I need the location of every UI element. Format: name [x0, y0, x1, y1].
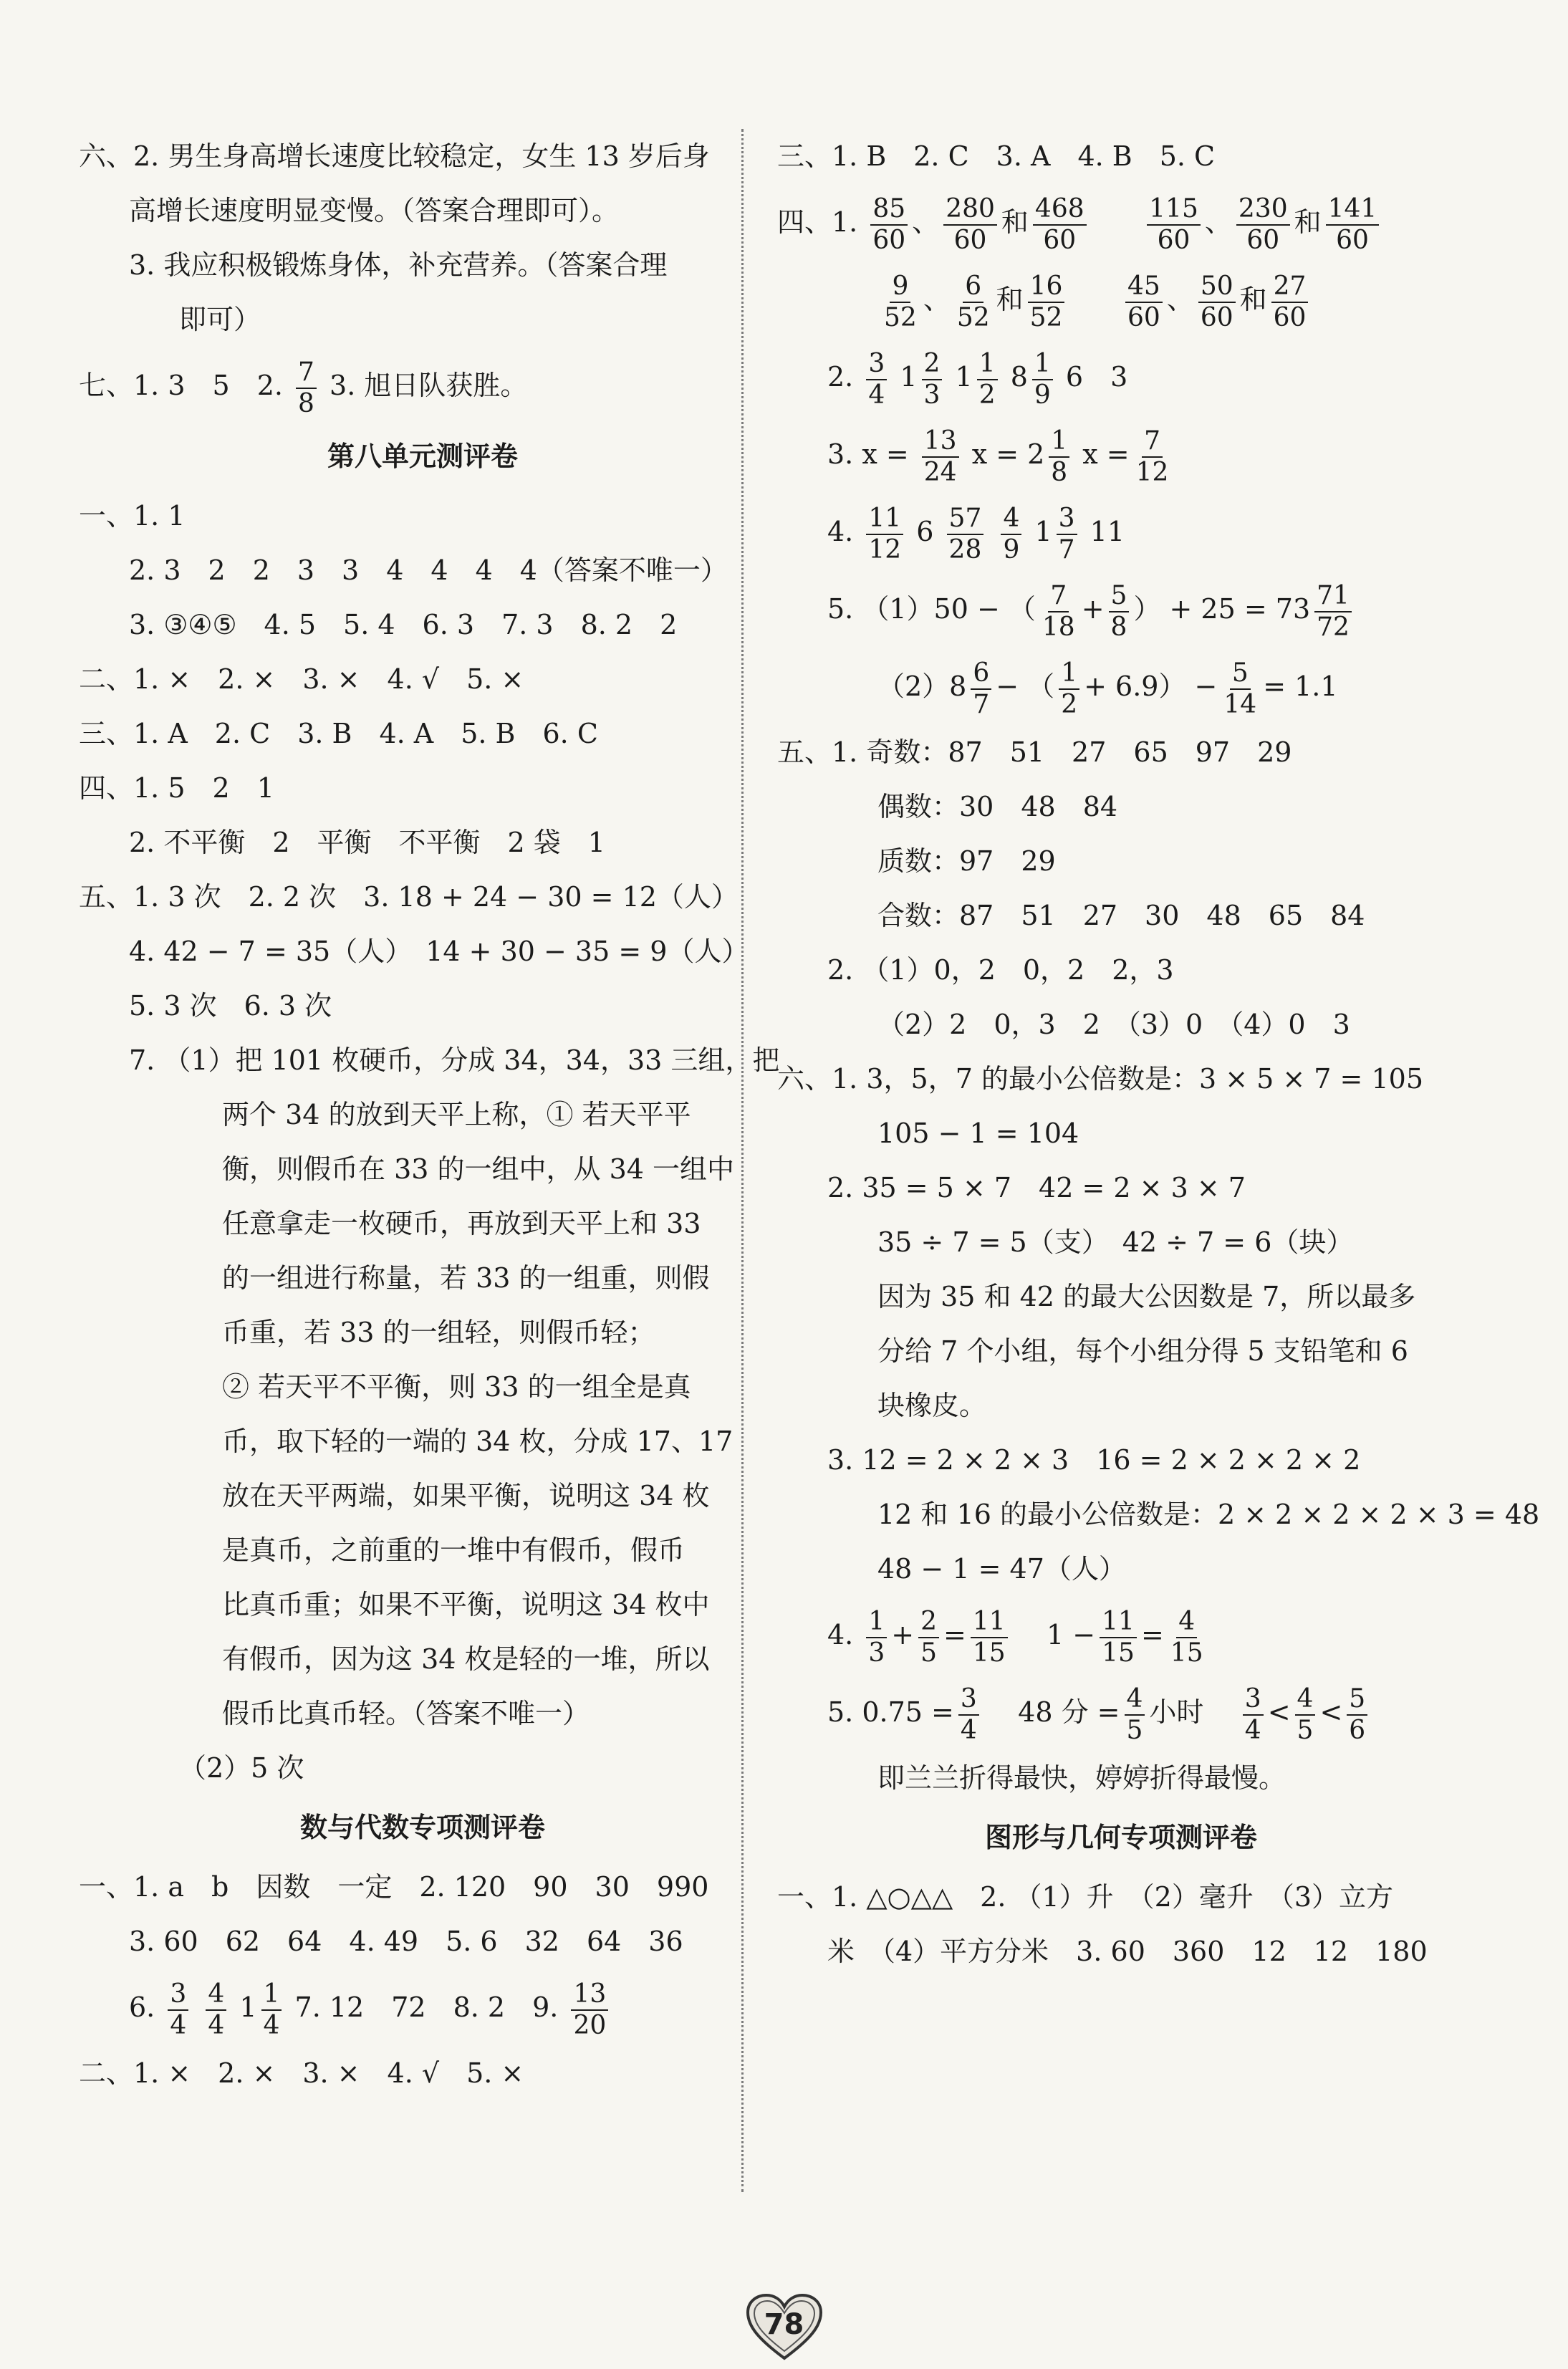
fraction: $\frac{3}{4}$: [1243, 1684, 1264, 1746]
answer-line: 块橡皮。: [877, 1390, 987, 1421]
answer-line: 分给 7 个小组，每个小组分得 5 支铅笔和 6: [877, 1335, 1408, 1367]
fraction: $\frac{5}{6}$: [1347, 1684, 1367, 1746]
fraction: $\frac{85}{60}$: [870, 194, 908, 256]
answer-text: 7. 12 72 8. 2 9.: [294, 1991, 559, 2023]
answer-line: 币，取下轻的一端的 34 枚，分成 17、17: [222, 1426, 734, 1457]
fraction: $\frac{5}{8}$: [1109, 581, 1130, 643]
answer-line: 任意拿走一枚硬币，再放到天平上和 33: [222, 1208, 701, 1239]
answer-line: 2. 不平衡 2 平衡 不平衡 2 袋 1: [129, 827, 605, 858]
answer-text: 3. 旭日队获胜。: [330, 370, 528, 401]
answer-text: 七、1. 3 5 2.: [79, 370, 283, 401]
answer-line: 的一组进行称量，若 33 的一组重，则假: [222, 1262, 710, 1294]
answer-line: 105 − 1 = 104: [877, 1118, 1079, 1149]
answer-line: 12 和 16 的最小公倍数是：2 × 2 × 2 × 2 × 3 = 48: [877, 1499, 1540, 1530]
answer-line: 五、1. 奇数：87 51 27 65 97 29: [777, 736, 1292, 768]
answer-line: 4. $\frac{11}{12}$ 6 $\frac{57}{28}$ $\frac{4}{9}$ 1 $\frac{3}{7}$ 11: [827, 503, 1125, 564]
answer-line: （2）8 $\frac{6}{7}$ − （ $\frac{1}{2}$ + 6.9） − $\frac{5}{14}$ = 1.1: [877, 658, 1338, 719]
answer-line: 放在天平两端，如果平衡，说明这 34 枚: [222, 1480, 710, 1512]
answer-line: [79, 347, 766, 424]
answer-text: 四、1.: [777, 206, 858, 238]
answer-line: 35 ÷ 7 = 5（支） 42 ÷ 7 = 6（块）: [877, 1226, 1354, 1258]
answer-line: 假币比真币轻。（答案不唯一）: [222, 1698, 590, 1729]
fraction: $\frac{4}{15}$: [1170, 1606, 1203, 1668]
fraction: $\frac{1}{2}$: [1059, 658, 1079, 720]
answer-line: 五、1. 3 次 2. 2 次 3. 18 + 24 − 30 = 12（人）: [79, 881, 739, 913]
answer-line: 有假币，因为这 34 枚是轻的一堆，所以: [222, 1643, 710, 1675]
right-column: [777, 129, 1540, 1979]
section-title: 数与代数专项测评卷: [299, 1812, 545, 1843]
answer-line: 5. 0.75 = $\frac{3}{4}$ 48 分 = $\frac{4}{5}$ 小时 $\frac{3}{4}$ < $\frac{4}{5}$ < $\frac{5}{6}$: [777, 1673, 1465, 1751]
fraction: $\frac{57}{28}$: [947, 504, 984, 565]
answer-line: 米 （4）平方分米 3. 60 360 12 12 180: [827, 1936, 1428, 1967]
answer-line: 质数：97 29: [877, 845, 1056, 877]
fraction: $\frac{2}{3}$: [922, 349, 943, 410]
answer-line: 即可）: [179, 304, 261, 335]
answer-line: 一、1. a b 因数 一定 2. 120 90 30 990: [79, 1871, 709, 1903]
answer-line: 3. 60 62 64 4. 49 5. 6 32 64 36: [129, 1926, 683, 1957]
answer-text: 4.: [827, 1619, 854, 1650]
answer-line: 4. 42 − 7 = 35（人） 14 + 30 − 35 = 9（人）: [129, 936, 749, 967]
fraction: $\frac{45}{60}$: [1125, 272, 1163, 333]
answer-line: 3. ③④⑤ 4. 5 5. 4 6. 3 7. 3 8. 2 2: [129, 609, 678, 640]
answer-line: 一、1. △○△△ 2. （1）升 （2）毫升 （3）立方: [777, 1881, 1394, 1913]
fraction: $\frac{4}{4}$: [206, 1979, 226, 2041]
answer-line: 四、1. $\frac{85}{60}$ 、 $\frac{280}{60}$ 和 $\frac{468}{60}$ $\frac{115}{60}$ 、 $\frac{230}{60}$ 和 $\frac{141}{60}$: [777, 183, 1465, 261]
fraction: $\frac{6}{7}$: [971, 658, 991, 720]
answer-line: 一、1. 1: [79, 500, 186, 532]
answer-text: 1: [239, 1991, 257, 2023]
answer-line: 二、1. × 2. × 3. × 4. √ 5. ×: [79, 2057, 524, 2089]
fraction: $\frac{4}{5}$: [1295, 1684, 1316, 1746]
answer-line: （2）2 0，3 2 （3）0 （4）0 3: [877, 1009, 1350, 1040]
page-number: 78: [764, 2308, 804, 2341]
fraction: $\frac{11}{15}$: [1100, 1607, 1137, 1668]
answer-line: 二、1. × 2. × 3. × 4. √ 5. ×: [79, 663, 524, 695]
answer-line: 2. $\frac{3}{4}$ 1 $\frac{2}{3}$ 1 $\frac{1}{2}$ 8 $\frac{1}{9}$ 6 3: [827, 348, 1128, 410]
answer-line: 3. 我应积极锻炼身体，补充营养。（答案合理: [129, 249, 668, 281]
answer-text: 6.: [129, 1991, 155, 2023]
answer-line: 高增长速度明显变慢。（答案合理即可）。: [129, 195, 620, 226]
fraction: $\frac{13}{20}$: [571, 1979, 608, 2041]
answer-line: 三、1. A 2. C 3. B 4. A 5. B 6. C: [79, 718, 598, 749]
answer-line: 比真币重；如果不平衡，说明这 34 枚中: [222, 1589, 710, 1620]
fraction: $\frac{27}{60}$: [1271, 272, 1309, 333]
fraction: $\frac{5}{14}$: [1223, 658, 1257, 719]
fraction: $\frac{9}{52}$: [884, 271, 917, 332]
page-number-badge: [745, 2292, 824, 2361]
answer-line: 2. 35 = 5 × 7 42 = 2 × 3 × 7: [827, 1172, 1246, 1203]
answer-text: 5. 0.75 =: [827, 1696, 954, 1728]
fraction: $\frac{2}{5}$: [918, 1607, 939, 1668]
answer-line: 2. （1）0，2 0，2 2，3: [827, 954, 1174, 986]
answer-text: （2）8: [877, 671, 967, 702]
answer-line: $\frac{9}{52}$ 、 $\frac{6}{52}$ 和 $\frac{16}{52}$ $\frac{45}{60}$ 、 $\frac{50}{60}$ 和 $\frac{27}{60}$: [777, 261, 1465, 338]
left-column: [79, 129, 780, 2100]
answer-line: 合数：87 51 27 30 48 65 84: [877, 900, 1365, 931]
answer-line: 币重，若 33 的一组轻，则假币轻；: [222, 1317, 655, 1348]
fraction: $\frac{3}{7}$: [1057, 504, 1077, 565]
fraction: $\frac{1}{4}$: [261, 1979, 282, 2041]
fraction: $\frac{7}{8}$: [296, 357, 317, 419]
fraction: $\frac{6}{52}$: [956, 271, 990, 332]
answer-line: 4. $\frac{1}{3}$ + $\frac{2}{5}$ = $\frac{11}{15}$ 1 − $\frac{11}{15}$ = $\frac{4}{15}$: [777, 1596, 1465, 1673]
answer-line: 48 − 1 = 47（人）: [877, 1553, 1126, 1585]
answer-text: 5. （1）50 − （: [827, 593, 1036, 625]
fraction: $\frac{13}{24}$: [922, 426, 959, 488]
answer-line: 5. 3 次 6. 3 次: [129, 990, 332, 1022]
fraction: $\frac{230}{60}$: [1236, 194, 1290, 256]
answer-line: 三、1. B 2. C 3. A 4. B 5. C: [777, 140, 1216, 172]
section-title: 第八单元测评卷: [327, 441, 518, 472]
fraction: $\frac{1}{2}$: [977, 349, 998, 410]
answer-line: 六、1. 3，5，7 的最小公倍数是：3 × 5 × 7 = 105: [777, 1063, 1424, 1095]
fraction: $\frac{11}{12}$: [866, 504, 903, 565]
fraction: $\frac{3}{4}$: [866, 349, 887, 410]
column-divider: [741, 129, 744, 2192]
fraction: $\frac{1}{8}$: [1049, 426, 1069, 488]
answer-line: 3. x = $\frac{13}{24}$ x = 2 $\frac{1}{8}$ x = $\frac{7}{12}$: [777, 415, 1465, 493]
fraction: $\frac{71}{72}$: [1314, 581, 1352, 643]
fraction: $\frac{16}{52}$: [1028, 272, 1065, 333]
answer-line: 3. 12 = 2 × 2 × 3 16 = 2 × 2 × 2 × 2: [827, 1444, 1361, 1476]
fraction: $\frac{141}{60}$: [1326, 194, 1380, 256]
answer-line: 2. 3 2 2 3 3 4 4 4 4（答案不唯一）: [129, 554, 728, 586]
answer-line: 5. （1）50 − （ $\frac{7}{18}$ + $\frac{5}{8}$ ） + 25 = 73 $\frac{71}{72}$: [777, 570, 1465, 648]
fraction: $\frac{468}{60}$: [1033, 194, 1087, 256]
fraction: $\frac{50}{60}$: [1198, 272, 1236, 333]
fraction: $\frac{280}{60}$: [943, 194, 997, 256]
answer-text: 4.: [827, 516, 854, 547]
answer-line: [79, 1969, 766, 2046]
fraction: $\frac{7}{12}$: [1135, 426, 1169, 487]
fraction: $\frac{1}{3}$: [866, 1607, 887, 1668]
fraction: $\frac{4}{5}$: [1125, 1684, 1145, 1746]
answer-line: 两个 34 的放到天平上称，① 若天平平: [222, 1099, 691, 1130]
answer-line: 六、2. 男生身高增长速度比较稳定，女生 13 岁后身: [79, 140, 710, 172]
answer-text: 3. x =: [827, 438, 909, 470]
answer-line: 偶数：30 48 84: [877, 791, 1118, 822]
answer-line: 7. （1）把 101 枚硬币，分成 34，34，33 三组，把: [129, 1044, 780, 1076]
fraction: $\frac{1}{9}$: [1032, 349, 1053, 410]
fraction: $\frac{115}{60}$: [1147, 194, 1201, 256]
answer-line: 衡，则假币在 33 的一组中，从 34 一组中: [222, 1153, 735, 1185]
fraction: $\frac{11}{15}$: [971, 1607, 1008, 1668]
answer-line: 因为 35 和 42 的最大公因数是 7，所以最多: [877, 1281, 1416, 1312]
section-title: 图形与几何专项测评卷: [984, 1822, 1257, 1853]
fraction: $\frac{7}{18}$: [1042, 580, 1075, 642]
answer-line: 是真币，之前重的一堆中有假币，假币: [222, 1534, 686, 1566]
answer-line: 即兰兰折得最快，婷婷折得最慢。: [877, 1762, 1286, 1794]
fraction: $\frac{3}{4}$: [958, 1684, 979, 1746]
answer-text: 2.: [827, 361, 854, 393]
answer-line: （2）5 次: [179, 1752, 304, 1784]
fraction: $\frac{3}{4}$: [168, 1979, 188, 2041]
answer-line: ② 若天平不平衡，则 33 的一组全是真: [222, 1371, 691, 1403]
answer-line: 四、1. 5 2 1: [79, 772, 274, 804]
fraction: $\frac{4}{9}$: [1001, 504, 1021, 565]
